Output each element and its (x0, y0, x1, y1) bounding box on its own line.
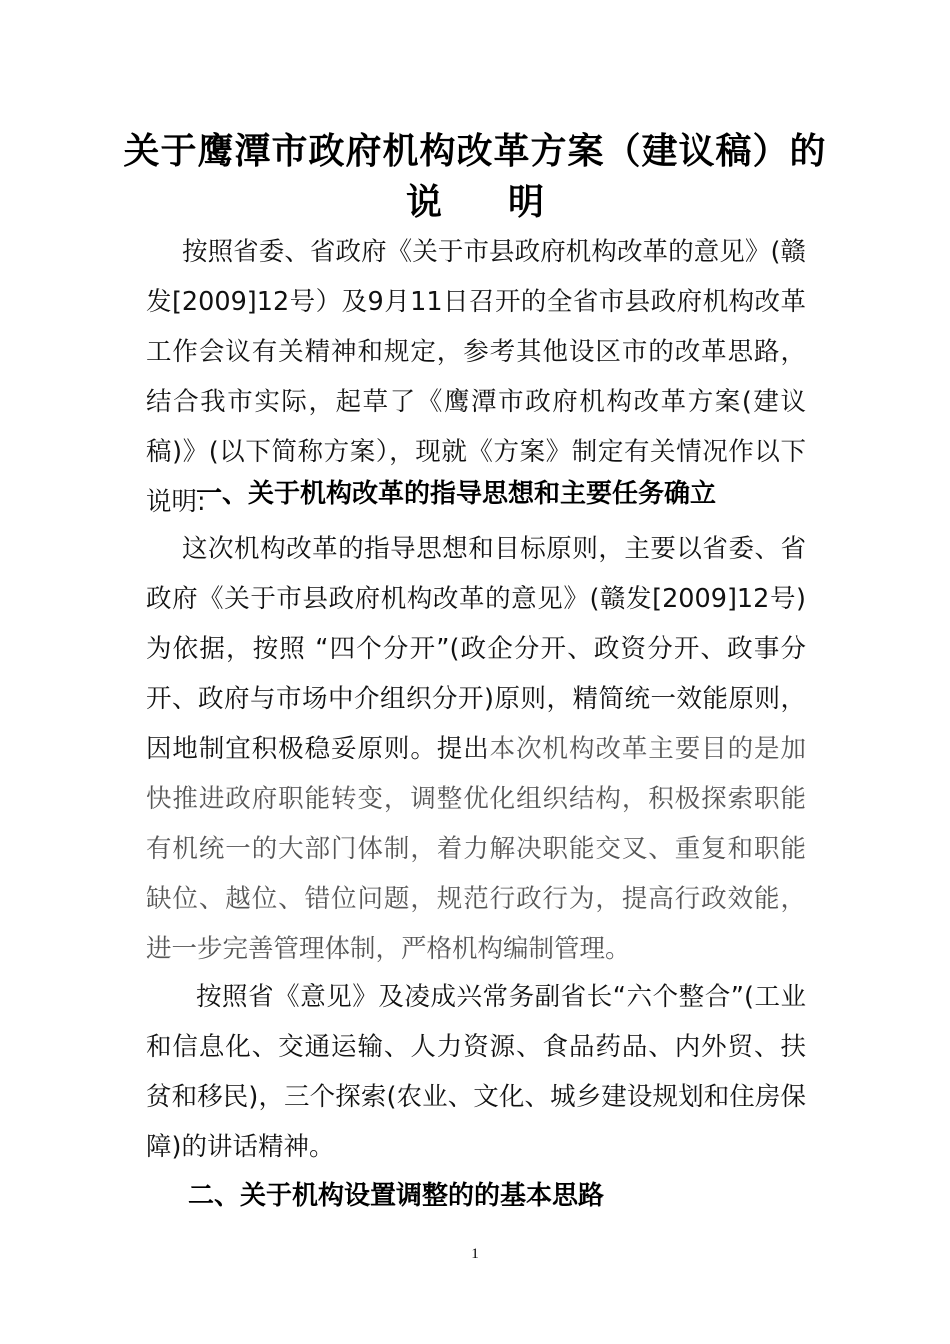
section-1-paragraph-1-part-b: 本次机构改革主要目的是加快推进政府职能转变，调整优化组织结构，积极探索职能有机统一的大部门体制，着力解决职能交叉、重复和职能缺位、越位、错位问题，规范行政行为，提高行政效能，进一步完善管理体制，严格机构编制管理。 (146, 734, 806, 964)
document-title-word-1: 说 (405, 181, 442, 223)
section-1-paragraph-1 (146, 524, 806, 974)
intro-paragraph: 按照省委、省政府《关于市县政府机构改革的意见》(赣发[2009]12号）及9月11日召开的全省市县政府机构改革工作会议有关精神和规定，参考其他设区市的改革思路，结合我市实际，起草了《鹰潭市政府机构改革方案(建议稿)》(以下简称方案），现就《方案》制定有关情况作以下说明: (146, 237, 806, 517)
page-number: 1 (471, 1246, 479, 1262)
section-1-paragraph-1-part-a: 这次机构改革的指导思想和目标原则，主要以省委、省政府《关于市县政府机构改革的意见》(赣发[2009]12号)为依据，按照 “四个分开”(政企分开、政资分开、政事分开、政府与市场中介组织分开)原则，精简统一效能原则，因地制宜积极稳妥原则。提出 (146, 534, 806, 764)
document-title-line-1: 关于鹰潭市政府机构改革方案（建议稿）的 (123, 130, 827, 172)
document-title-line-2 (120, 180, 830, 224)
section-1-paragraph-2: 按照省《意见》及凌成兴常务副省长“六个整合”(工业和信息化、交通运输、人力资源、食品药品、内外贸、扶贫和移民)，三个探索(农业、文化、城乡建设规划和住房保障)的讲话精神。 (146, 982, 806, 1162)
section-2-heading: 二、关于机构设置调整的的基本思路 (188, 1181, 605, 1211)
document-title-word-2: 明 (508, 181, 545, 223)
section-1-heading: 一、关于机构改革的指导思想和主要任务确立 (196, 479, 717, 509)
